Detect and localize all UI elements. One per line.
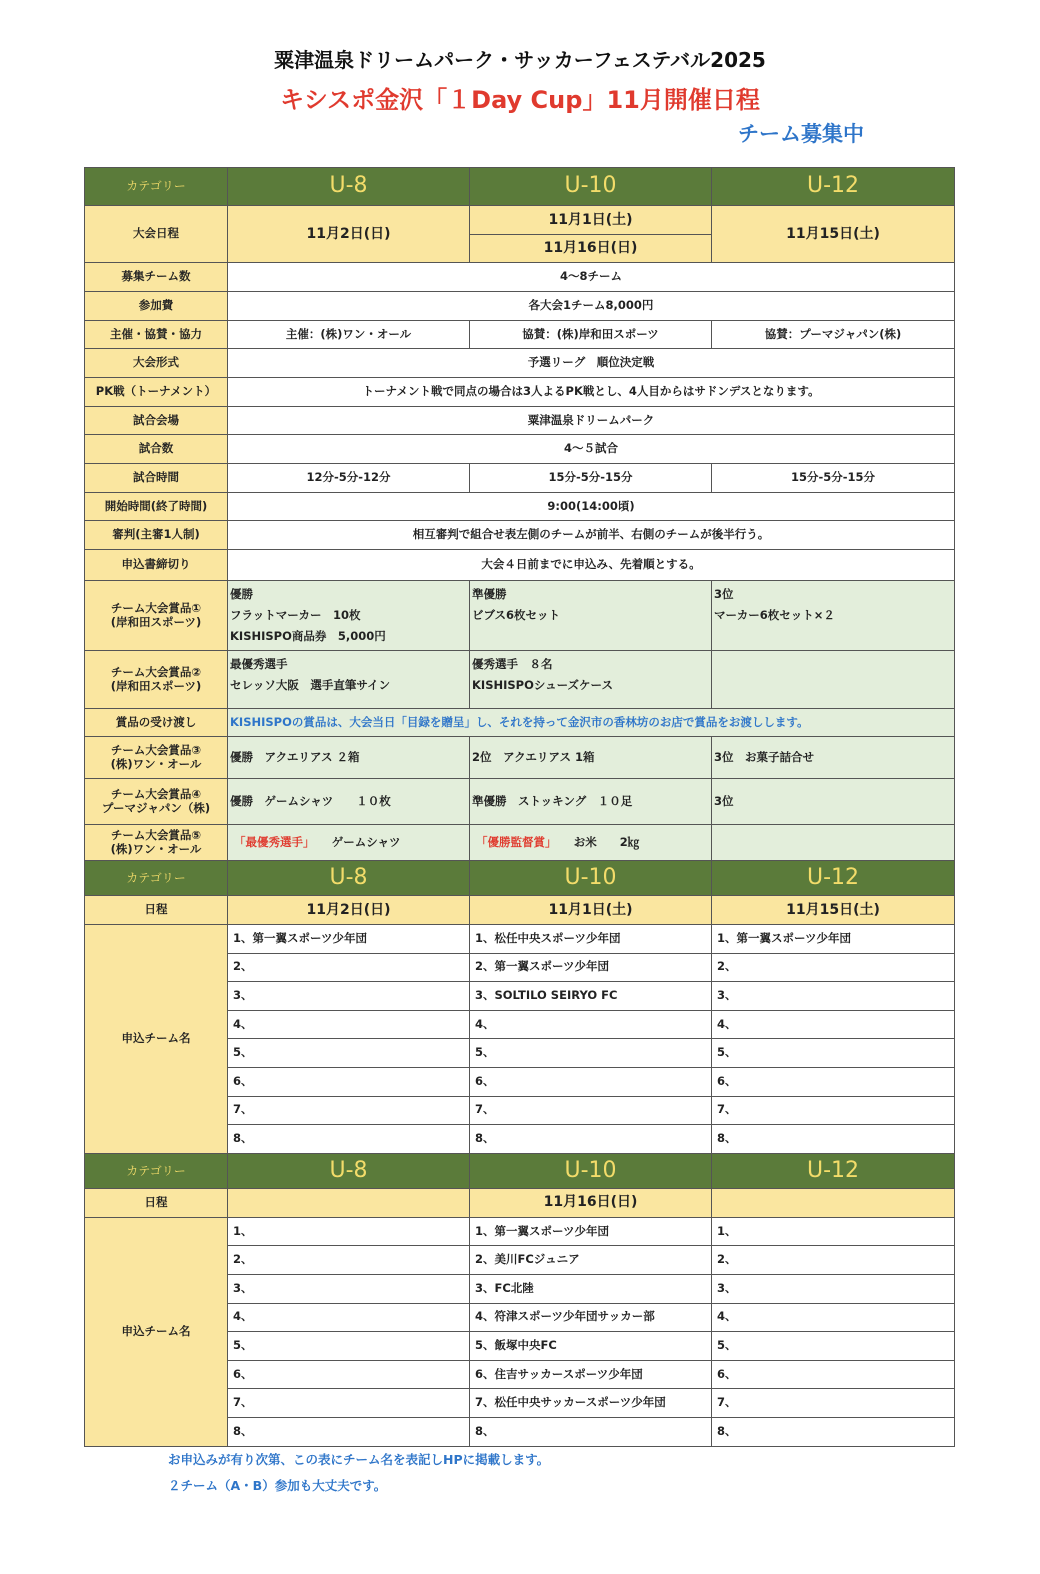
prize-cell: 優勝 アクエリアス ２箱 <box>228 737 470 779</box>
label-line: チーム大会賞品⑤ <box>110 827 202 842</box>
row-label: 試合数 <box>85 435 228 464</box>
team-entry: 3、SOLTILO SEIRYO FC <box>470 982 712 1011</box>
prize-cell: 準優勝 ストッキング １０足 <box>470 779 712 825</box>
team-entry: 4、 <box>228 1303 470 1332</box>
team-entry: 1、第一翼スポーツ少年団 <box>470 1217 712 1246</box>
recruiting-label: チーム募集中 <box>738 122 864 146</box>
team-entry: 8、 <box>470 1417 712 1446</box>
team-entry: 4、符津スポーツ少年団サッカー部 <box>470 1303 712 1332</box>
row-label: PK戦（トーナメント） <box>85 378 228 407</box>
team-entry: 8、 <box>712 1125 955 1154</box>
label-line: チーム大会賞品① <box>110 600 202 615</box>
info-row <box>85 321 955 349</box>
prize-cell <box>712 581 955 651</box>
info-row <box>85 464 955 493</box>
info-value: 4～8チーム <box>228 263 955 292</box>
prize-line: KISHISPO商品券 5,000円 <box>230 629 386 643</box>
info-row <box>85 292 955 321</box>
info-value: 4～５試合 <box>228 435 955 464</box>
team-entry: 4、 <box>470 1010 712 1039</box>
row-label: 申込チーム名 <box>85 925 228 1154</box>
team-entry: 6、住吉サッカースポーツ少年団 <box>470 1360 712 1389</box>
team-entry: 7、 <box>228 1389 470 1418</box>
category-label: カテゴリー <box>85 861 228 896</box>
row-label: 大会日程 <box>85 206 228 263</box>
team-entry: 6、 <box>228 1067 470 1096</box>
label-line: (岸和田スポーツ) <box>110 678 202 693</box>
prize-line: 準優勝 <box>472 587 507 601</box>
category-0: U-8 <box>228 1153 470 1188</box>
team-entry: 6、 <box>228 1360 470 1389</box>
category-2: U-12 <box>712 1153 955 1188</box>
entry-date <box>712 1188 955 1217</box>
prize-cell <box>470 581 712 651</box>
row-label <box>85 779 228 825</box>
team-entry: 5、飯塚中央FC <box>470 1332 712 1361</box>
category-1: U-10 <box>470 168 712 206</box>
info-value: 相互審判で組合せ表左側のチームが前半、右側のチームが後半行う。 <box>228 521 955 550</box>
label-line: (岸和田スポーツ) <box>110 614 202 629</box>
category-2: U-12 <box>712 168 955 206</box>
info-value: 協賛：(株)岸和田スポーツ <box>470 321 712 349</box>
info-value: 予選リーグ 順位決定戦 <box>228 349 955 378</box>
label-line: (株)ワン・オール <box>110 841 202 856</box>
team-entry: 4、 <box>712 1010 955 1039</box>
label-line: チーム大会賞品③ <box>110 742 202 757</box>
team-entry: 5、 <box>228 1039 470 1068</box>
row-label <box>85 737 228 779</box>
prize-cell: 3位 <box>712 779 955 825</box>
info-row <box>85 263 955 292</box>
date-u10-2: 11月16日(日) <box>470 235 712 263</box>
team-entry: 6、 <box>712 1067 955 1096</box>
team-entry: 6、 <box>470 1067 712 1096</box>
team-entry: 8、 <box>228 1125 470 1154</box>
row-label: 日程 <box>85 896 228 925</box>
entry-date: 11月15日(土) <box>712 896 955 925</box>
prize-line: 3位 <box>714 587 734 601</box>
row-label <box>85 825 228 861</box>
document-title: 粟津温泉ドリームパーク・サッカーフェステバル2025 <box>274 48 766 72</box>
team-entry: 5、 <box>228 1332 470 1361</box>
prize-line: フラットマーカー 10枚 <box>230 608 361 622</box>
prize-row <box>85 737 955 779</box>
label-line: プーマジャパン（株) <box>101 800 211 815</box>
prize-cell <box>228 825 470 861</box>
team-entry: 1、松任中央スポーツ少年団 <box>470 925 712 954</box>
row-label: 日程 <box>85 1188 228 1217</box>
prize-cell <box>712 651 955 709</box>
row-label: 審判(主審1人制) <box>85 521 228 550</box>
team-entry: 7、松任中央サッカースポーツ少年団 <box>470 1389 712 1418</box>
handover-note: KISHISPOの賞品は、大会当日「目録を贈呈」し、それを持って金沢市の香林坊のお店で賞品をお渡しします。 <box>228 709 955 737</box>
entry-date: 11月1日(土) <box>470 896 712 925</box>
category-0: U-8 <box>228 168 470 206</box>
row-label: 申込書締切り <box>85 550 228 581</box>
info-row <box>85 407 955 435</box>
prize-cell <box>228 651 470 709</box>
prize-line: 最優秀選手 <box>230 657 288 671</box>
category-label: カテゴリー <box>85 168 228 206</box>
label-line: チーム大会賞品④ <box>110 786 202 801</box>
team-entry: 7、 <box>228 1096 470 1125</box>
team-entry: 3、FC北陸 <box>470 1274 712 1303</box>
info-value: 主催：(株)ワン・オール <box>228 321 470 349</box>
prize-row <box>85 651 955 709</box>
note-1: お申込みが有り次第、この表にチーム名を表記しHPに掲載します。 <box>168 1452 550 1467</box>
prize-row <box>85 825 955 861</box>
row-label: 申込チーム名 <box>85 1217 228 1446</box>
team-row <box>85 925 955 954</box>
info-value: 各大会1チーム8,000円 <box>228 292 955 321</box>
info-value: 9:00(14:00頃) <box>228 493 955 521</box>
team-entry: 5、 <box>470 1039 712 1068</box>
team-entry: 4、 <box>228 1010 470 1039</box>
info-row <box>85 378 955 407</box>
prize-row <box>85 581 955 651</box>
row-label: 試合会場 <box>85 407 228 435</box>
team-entry: 1、第一翼スポーツ少年団 <box>228 925 470 954</box>
prize-row <box>85 779 955 825</box>
team-entry: 7、 <box>470 1096 712 1125</box>
info-value: トーナメント戦で同点の場合は3人よるPK戦とし、4人目からはサドンデスとなります。 <box>228 378 955 407</box>
team-entry: 3、 <box>228 982 470 1011</box>
row-label: 参加費 <box>85 292 228 321</box>
row-label: 賞品の受け渡し <box>85 709 228 737</box>
team-entry: 2、第一翼スポーツ少年団 <box>470 953 712 982</box>
team-entry: 2、 <box>228 953 470 982</box>
team-entry: 1、 <box>712 1217 955 1246</box>
label-line: (株)ワン・オール <box>110 756 202 771</box>
prize-cell <box>470 825 712 861</box>
team-entry: 6、 <box>712 1360 955 1389</box>
prize-cell <box>228 581 470 651</box>
prize-cell: 優勝 ゲームシャツ １０枚 <box>228 779 470 825</box>
label-line: チーム大会賞品② <box>110 664 202 679</box>
info-value: 12分-5分-12分 <box>228 464 470 493</box>
info-row <box>85 493 955 521</box>
category-header-row <box>85 1153 955 1188</box>
row-label <box>85 651 228 709</box>
info-value: 大会４日前までに申込み、先着順とする。 <box>228 550 955 581</box>
prize-cell <box>712 825 955 861</box>
row-label: 募集チーム数 <box>85 263 228 292</box>
prize-cell: 3位 お菓子詰合せ <box>712 737 955 779</box>
row-label: 大会形式 <box>85 349 228 378</box>
date-u10-1: 11月1日(土) <box>470 206 712 235</box>
info-row <box>85 521 955 550</box>
prize-line: 優勝 <box>230 587 253 601</box>
team-row <box>85 1217 955 1246</box>
prize-line: KISHISPOシューズケース <box>472 678 613 692</box>
category-2: U-12 <box>712 861 955 896</box>
team-entry: 2、 <box>712 1246 955 1275</box>
category-1: U-10 <box>470 861 712 896</box>
row-label: 開始時間(終了時間) <box>85 493 228 521</box>
team-entry: 1、第一翼スポーツ少年団 <box>712 925 955 954</box>
info-value: 粟津温泉ドリームパーク <box>228 407 955 435</box>
info-row <box>85 349 955 378</box>
team-entry: 3、 <box>228 1274 470 1303</box>
row-label: 主催・協賛・協力 <box>85 321 228 349</box>
team-entry: 1、 <box>228 1217 470 1246</box>
entry-date: 11月2日(日) <box>228 896 470 925</box>
prize-line: セレッソ大阪 選手直筆サイン <box>230 678 391 692</box>
prize-cell: 2位 アクエリアス 1箱 <box>470 737 712 779</box>
date-u8: 11月2日(日) <box>228 206 470 263</box>
team-entry: 3、 <box>712 1274 955 1303</box>
team-entry: 5、 <box>712 1039 955 1068</box>
notes <box>168 1447 549 1499</box>
prize-cell <box>470 651 712 709</box>
category-1: U-10 <box>470 1153 712 1188</box>
category-header-row <box>85 168 955 206</box>
row-label <box>85 581 228 651</box>
team-entry: 8、 <box>712 1417 955 1446</box>
info-row <box>85 550 955 581</box>
schedule-table <box>84 167 955 1447</box>
row-label: 試合時間 <box>85 464 228 493</box>
award-item: ゲームシャツ <box>308 834 401 849</box>
team-entry: 7、 <box>712 1096 955 1125</box>
team-entry: 5、 <box>712 1332 955 1361</box>
prize-line: 優秀選手 ８名 <box>472 657 553 671</box>
team-entry: 8、 <box>470 1125 712 1154</box>
info-value: 協賛：プーマジャパン(株) <box>712 321 955 349</box>
team-entry: 8、 <box>228 1417 470 1446</box>
entry-date <box>228 1188 470 1217</box>
info-value: 15分-5分-15分 <box>712 464 955 493</box>
info-value: 15分-5分-15分 <box>470 464 712 493</box>
document-subtitle: キシスポ金沢「１Day Cup」11月開催日程 <box>280 86 760 114</box>
team-entry: 7、 <box>712 1389 955 1418</box>
team-entry: 2、 <box>712 953 955 982</box>
award-item: お米 2㎏ <box>550 834 640 849</box>
award-name: 「最優秀選手」 <box>234 834 309 849</box>
category-0: U-8 <box>228 861 470 896</box>
entry-date: 11月16日(日) <box>470 1188 712 1217</box>
team-entry: 4、 <box>712 1303 955 1332</box>
category-label: カテゴリー <box>85 1153 228 1188</box>
award-name: 「優勝監督賞」 <box>476 834 551 849</box>
prize-line: ビブス6枚セット <box>472 608 561 622</box>
prize-line: マーカー6枚セット×２ <box>714 608 835 622</box>
team-entry: 2、 <box>228 1246 470 1275</box>
info-row <box>85 435 955 464</box>
team-entry: 2、美川FCジュニア <box>470 1246 712 1275</box>
date-u12: 11月15日(土) <box>712 206 955 263</box>
category-header-row <box>85 861 955 896</box>
note-2: ２チーム（A・B）参加も大丈夫です。 <box>168 1478 387 1493</box>
team-entry: 3、 <box>712 982 955 1011</box>
